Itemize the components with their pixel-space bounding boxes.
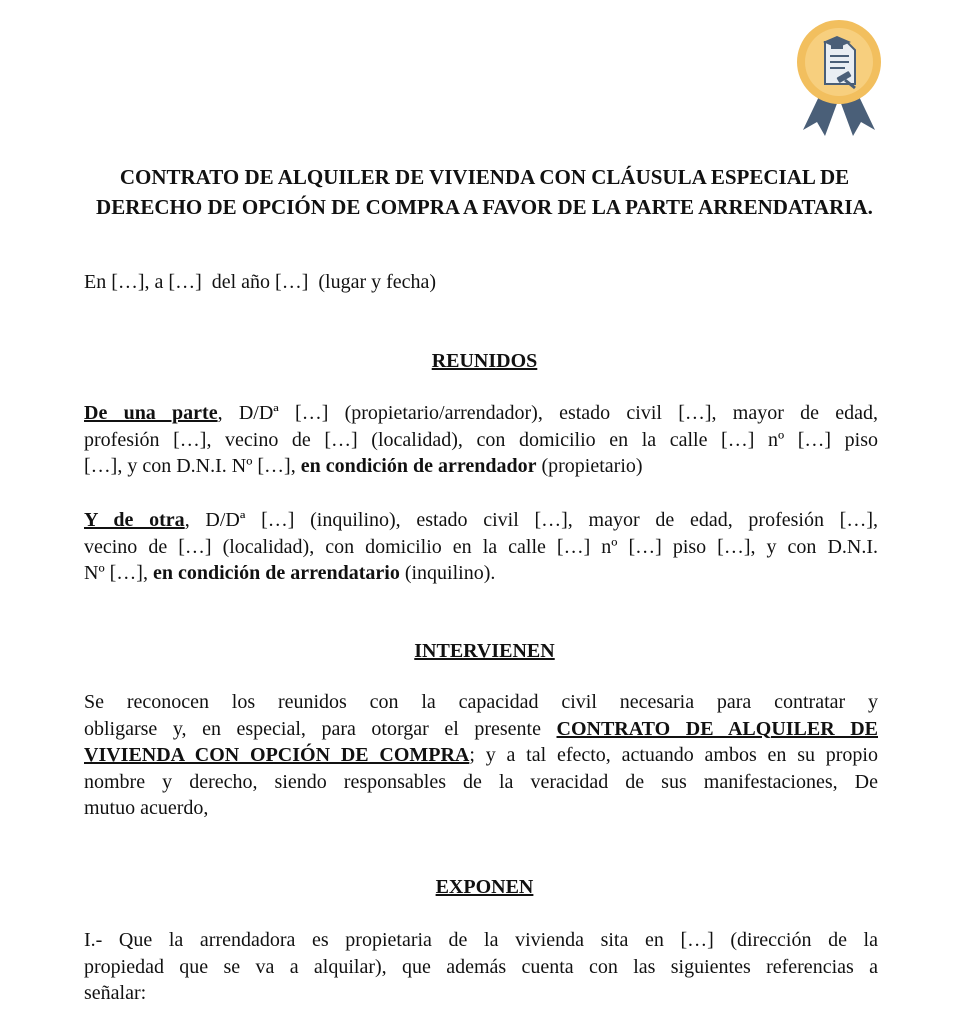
text-segment: Nº […], [84, 562, 153, 584]
text-line: mutuo acuerdo, [84, 797, 209, 819]
text-line [84, 400, 878, 427]
heading-exponen: EXPONEN [435, 876, 534, 898]
heading-intervienen: INTERVIENEN [414, 640, 555, 662]
heading-reunidos: REUNIDOS [431, 350, 538, 372]
title-line-2: DERECHO DE OPCIÓN DE COMPRA A FAVOR DE LA PARTE ARRENDATARIA. [96, 195, 873, 219]
text-segment: ; y a tal efecto, actuando ambos en su propio [469, 744, 878, 766]
text-line: Se reconocen los reunidos con la capacidad civil necesaria para contratar y [84, 691, 878, 713]
text-line [84, 716, 878, 743]
text-line: vecino de […] (localidad), con domicilio en la calle […] nº […] piso […], y con D.N.I. [84, 535, 878, 558]
text-segment: obligarse y, en especial, para otorgar el presente [84, 717, 557, 740]
text-line: nombre y derecho, siendo responsables de la veracidad de sus manifestaciones, De [84, 770, 878, 793]
text-line [84, 560, 878, 587]
contract-name: VIVIENDA CON OPCIÓN DE COMPRA [84, 744, 470, 766]
party-label: Y de otra [84, 509, 185, 531]
text-line [84, 742, 878, 769]
place-date-line: En […], a […] del año […] (lugar y fecha) [84, 271, 437, 293]
text-segment: (inquilino). [399, 562, 496, 584]
text-segment: (propietario) [536, 455, 643, 477]
text-segment: […], y con D.N.I. Nº […], [84, 455, 301, 477]
text-line: I.- Que la arrendadora es propietaria de la vivienda sita en […] (dirección de la [84, 929, 878, 951]
contract-name: CONTRATO DE ALQUILER DE [556, 717, 878, 740]
title-line-1: CONTRATO DE ALQUILER DE VIVIENDA CON CLÁUSULA ESPECIAL DE [119, 165, 850, 189]
text-line [84, 453, 878, 480]
text-line: profesión […], vecino de […] (localidad), con domicilio en la calle […] nº […] piso [84, 428, 878, 451]
certificate-ribbon-icon [793, 18, 885, 140]
paragraph-parte-arrendador [84, 400, 878, 480]
paragraph-parte-arrendatario [84, 507, 878, 587]
text-segment: , D/Dª […] (inquilino), estado civil […], mayor de edad, profesión […], [184, 509, 878, 531]
paragraph-intervienen [84, 689, 878, 822]
role-label: en condición de arrendatario [152, 562, 400, 584]
document-title [60, 162, 909, 222]
text-segment: , D/Dª […] (propietario/arrendador), estado civil […], mayor de edad, [217, 402, 878, 424]
role-label: en condición de arrendador [300, 455, 537, 477]
text-line: señalar: [84, 982, 147, 1004]
text-line [84, 507, 878, 534]
paragraph-exponen-1 [84, 927, 878, 1007]
text-line: propiedad que se va a alquilar), que además cuenta con las siguientes referencias a [84, 955, 878, 978]
party-label: De una parte [84, 402, 218, 424]
